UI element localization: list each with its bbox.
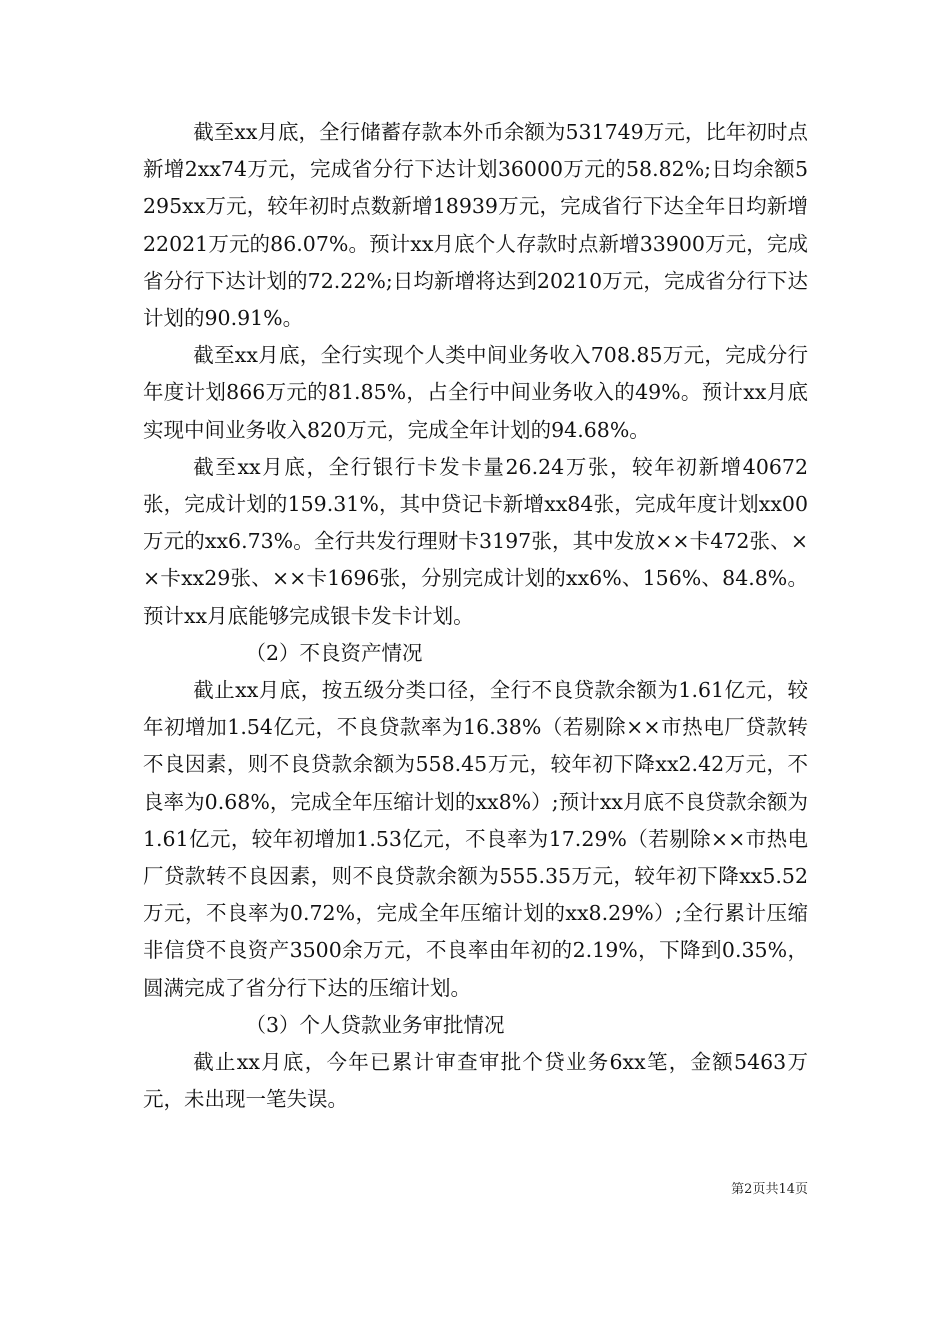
- section-heading-personal-loans: （3）个人贷款业务审批情况: [245, 1012, 505, 1037]
- page-number: 第2页共14页: [731, 1182, 808, 1197]
- paragraph-savings-deposits: 截至xx月底，全行储蓄存款本外币余额为531749万元，比年初时点新增2xx74万元，完成省分行下达计划36000万元的58.82%;日均余额5295xx万元，较年初时点数新增18939万元，完成省行下达全年日均新增22021万元的86.07%。预计xx月底个人存款时点新增33900万元，完成省分行下达计划的72.22%;日均新增将达到20210万元，完成省分行下达计划的90.91%。: [143, 120, 808, 331]
- paragraph-bank-cards: 截至xx月底，全行银行卡发卡量26.24万张，较年初新增40672张，完成计划的159.31%，其中贷记卡新增xx84张，完成年度计划xx00万元的xx6.73%。全行共发行理财卡3197张，其中发放××卡472张、××卡xx29张、××卡1696张，分别完成计划的xx6%、156%、84.8%。预计xx月底能够完成银卡发卡计划。: [143, 454, 808, 628]
- section-heading-nonperforming-assets: （2）不良资产情况: [245, 640, 423, 665]
- paragraph-intermediate-business: 截至xx月底，全行实现个人类中间业务收入708.85万元，完成分行年度计划866万元的81.85%，占全行中间业务收入的49%。预计xx月底实现中间业务收入820万元，完成全年计划的94.68%。: [143, 343, 808, 442]
- document-body: [143, 114, 808, 1118]
- paragraph-nonperforming-loans: 截止xx月底，按五级分类口径，全行不良贷款余额为1.61亿元，较年初增加1.54亿元，不良贷款率为16.38%（若剔除××市热电厂贷款转不良因素，则不良贷款余额为558.45万元，较年初下降xx2.42万元，不良率为0.68%，完成全年压缩计划的xx8%）;预计xx月底不良贷款余额为1.61亿元，较年初增加1.53亿元，不良率为17.29%（若剔除××市热电厂贷款转不良因素，则不良贷款余额为555.35万元，较年初下降xx5.52万元，不良率为0.72%，完成全年压缩计划的xx8.29%）;全行累计压缩非信贷不良资产3500余万元，不良率由年初的2.19%，下降到0.35%，圆满完成了省分行下达的压缩计划。: [143, 678, 808, 1000]
- paragraph-loan-approval: 截止xx月底，今年已累计审查审批个贷业务6xx笔，金额5463万元，未出现一笔失误。: [143, 1050, 808, 1112]
